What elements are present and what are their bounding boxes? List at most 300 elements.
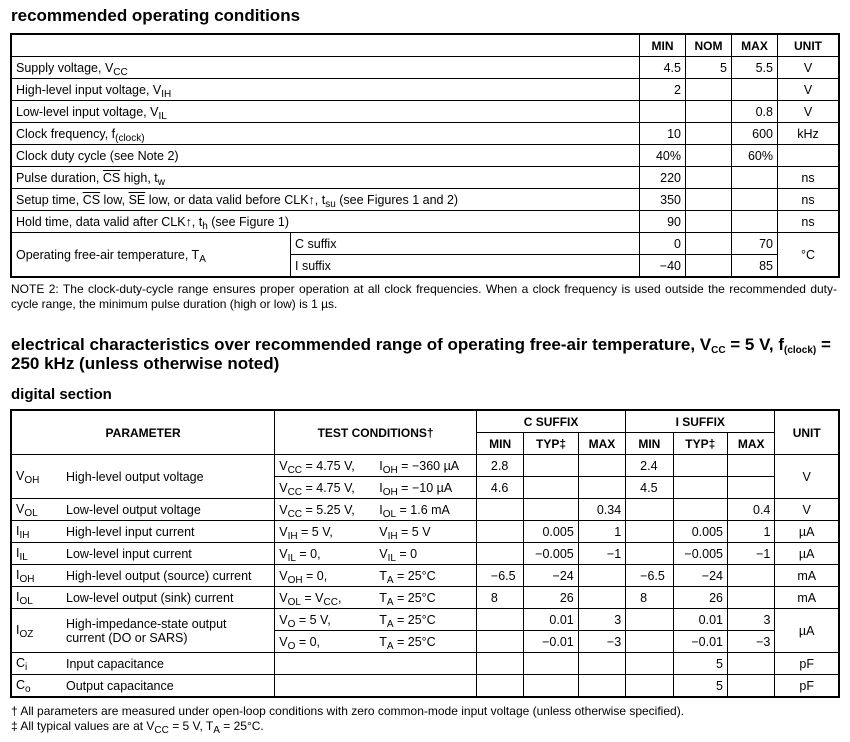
condition-2 [379,480,453,498]
subscript: A [386,640,394,652]
i-max-value [728,565,775,587]
i-min-value [626,653,673,675]
i-max-value: 0.4 [728,499,775,521]
text: = 4.75 V, [302,458,355,473]
text: = 5 V, T [168,719,214,733]
subscript: IH [287,530,298,542]
condition-1 [279,546,379,564]
condition-1 [279,524,379,542]
parameter [11,455,275,499]
subscript: OH [287,574,303,586]
i-typ-value: 0.005 [673,521,727,543]
max-value: 85 [732,255,778,278]
min-value: 350 [640,189,686,211]
c-max-value: 3 [578,609,625,631]
c-typ-value [524,499,578,521]
c-typ-value [524,653,578,675]
unit: µA [775,543,839,565]
c-max-value: 1 [578,521,625,543]
condition-2 [379,590,436,608]
c-min-value [476,653,523,675]
text: V [16,469,25,484]
test-condition [275,631,477,653]
parameter-name: High-level output (source) current [66,568,252,583]
c-min-value [476,631,523,653]
header-typ: TYP‡ [524,433,578,455]
max-value: 5.5 [732,57,778,79]
subscript: O [287,618,296,630]
table-row [11,521,839,543]
nom-value [686,123,732,145]
parameter-name: High-level output voltage [66,469,204,484]
c-min-value [476,675,523,698]
condition-1 [279,502,379,520]
text: Setup time, [16,192,83,207]
symbol [16,502,66,520]
section-title-electrical [11,335,841,373]
text: V [279,502,288,517]
text: V [279,480,288,495]
i-typ-value: −0.005 [673,543,727,565]
c-max-value [578,565,625,587]
section-title-recommended: recommended operating conditions [11,6,301,25]
symbol [16,546,66,564]
unit: ns [778,167,840,189]
table-row [11,167,839,189]
min-value: 4.5 [640,57,686,79]
parameter-label [11,123,640,145]
subscript: A [199,253,206,265]
unit: ns [778,189,840,211]
text: = 4.75 V, [302,480,355,495]
i-max-value [728,587,775,609]
test-condition [275,565,477,587]
note-2: NOTE 2: The clock-duty-cycle range ensures proper operation at all clock frequencies. When a clock frequency is used outside the recommended duty-cycle range, the minimum pulse duration (high or low) is 1 µs. [11,282,837,311]
unit: µA [775,609,839,653]
max-value: 0.8 [732,101,778,123]
test-condition [275,499,477,521]
subscript: IL [19,552,28,564]
i-max-value: −3 [728,631,775,653]
parameter [11,653,275,675]
subscript: IH [161,88,172,100]
subscript: A [386,574,394,586]
condition-2 [379,524,431,542]
unit: °C [778,233,840,278]
max-value [732,79,778,101]
i-min-value: 8 [626,587,673,609]
subscript: IL [158,110,167,122]
text: = −360 µA [397,458,460,473]
test-condition [275,455,477,477]
nom-value [686,79,732,101]
unit: ns [778,211,840,233]
parameter-label [11,57,640,79]
table-row [11,145,839,167]
i-typ-value: 5 [673,675,727,698]
subscript: CC [287,464,303,476]
parameter-label [11,211,640,233]
i-min-value [626,609,673,631]
c-max-value [578,587,625,609]
overline-signal: $\overline{CS}$ [82,192,101,207]
c-max-value [578,675,625,698]
subscript: (clock) [784,345,817,356]
condition-2 [379,502,450,520]
parameter [11,609,275,653]
c-min-value: 4.6 [476,477,523,499]
i-typ-value: −24 [673,565,727,587]
subscript: CC [287,508,303,520]
c-typ-value: −0.005 [524,543,578,565]
subscript: IL [287,552,296,564]
text: = −10 µA [397,480,453,495]
condition-1 [279,480,379,498]
condition-2 [379,568,436,586]
max-value: 600 [732,123,778,145]
parameter-name: Low-level output voltage [66,502,201,517]
c-typ-value: 26 [524,587,578,609]
unit: µA [775,521,839,543]
table-row [11,101,839,123]
min-value: 0 [640,233,686,255]
text: = 5 V [397,524,431,539]
text: = 25°C [393,590,436,605]
text: V [279,634,288,649]
table-row [11,609,839,631]
text: = 25°C [393,568,436,583]
min-value: 2 [640,79,686,101]
subscript: i [25,662,28,674]
symbol [16,568,66,586]
condition-2 [379,612,436,630]
table-row [11,543,839,565]
subscript: A [386,618,394,630]
header-max: MAX [578,433,625,455]
symbol [16,622,66,640]
subscript: IH [387,530,398,542]
unit: kHz [778,123,840,145]
header-c-suffix: C SUFFIX [476,410,625,433]
subscript: CC [154,725,169,736]
min-value: 90 [640,211,686,233]
subscript: OZ [19,628,34,640]
subscript: w [157,176,165,188]
header-blank [11,34,640,57]
header-unit: UNIT [775,410,839,455]
table-row [11,675,839,698]
text: V [279,546,288,561]
text: = 250 kHz (unless otherwise noted) [11,335,831,373]
i-min-value [626,631,673,653]
nom-value [686,255,732,278]
header-typ: TYP‡ [673,433,727,455]
condition-2 [379,546,418,564]
table-row [11,653,839,675]
overline-signal: $\overline{SE}$ [128,192,146,207]
text: Hold time, data valid after CLK↑, t [16,214,203,229]
footnote [11,704,684,719]
i-typ-value: 5 [673,653,727,675]
symbol [16,524,66,542]
i-min-value: 2.4 [626,455,673,477]
c-typ-value [524,455,578,477]
text: = 1.6 mA [396,502,450,517]
subscript: CC [323,596,338,608]
parameter [11,675,275,698]
table-row [11,211,839,233]
i-min-value [626,675,673,698]
text: I [379,458,383,473]
parameter-label [11,79,640,101]
condition-1 [279,590,379,608]
nom-value: 5 [686,57,732,79]
min-value: 220 [640,167,686,189]
subscript: A [213,725,220,736]
header-i-suffix: I SUFFIX [626,410,775,433]
c-max-value: −1 [578,543,625,565]
subscript: OL [382,508,397,520]
table-row [11,499,839,521]
header-row [11,34,839,57]
footnote [11,719,684,734]
c-max-value: −3 [578,631,625,653]
i-typ-value: −0.01 [673,631,727,653]
condition-1 [279,568,379,586]
max-value: 70 [732,233,778,255]
text: = 5.25 V, [302,502,355,517]
suffix-label: C suffix [291,233,640,255]
test-condition [275,587,477,609]
nom-value [686,189,732,211]
subscript: OL [19,596,33,608]
text: C [16,678,26,693]
subscript: CC [711,345,726,356]
i-min-value [626,521,673,543]
test-condition [275,477,477,499]
parameter-label [11,145,640,167]
text: V [279,458,288,473]
unit: pF [775,653,839,675]
text: = 0, [295,634,321,649]
symbol [16,678,66,696]
parameter [11,499,275,521]
test-condition [275,675,477,698]
c-typ-value: −0.01 [524,631,578,653]
unit: V [778,79,840,101]
nom-value [686,211,732,233]
c-min-value [476,543,523,565]
text: V [279,590,288,605]
c-typ-value [524,477,578,499]
nom-value [686,167,732,189]
subscript: su [325,198,336,210]
header-min: MIN [640,34,686,57]
max-value [732,189,778,211]
text: low, [100,192,129,207]
text: Supply voltage, V [16,60,114,75]
parameter-label [11,167,640,189]
text: = 0, [302,568,328,583]
test-condition [275,521,477,543]
text: Pulse duration, [16,170,103,185]
text: , [337,590,342,605]
overline-signal: $\overline{CS}$ [102,170,121,185]
header-unit: UNIT [778,34,840,57]
i-max-value: 1 [728,521,775,543]
table-row [11,189,839,211]
c-min-value [476,609,523,631]
i-typ-value: 0.01 [673,609,727,631]
test-condition [275,653,477,675]
text: I [16,590,20,605]
electrical-characteristics-table [10,409,840,698]
i-min-value: −6.5 [626,565,673,587]
i-max-value [728,675,775,698]
max-value [732,167,778,189]
i-max-value: −1 [728,543,775,565]
unit: V [778,101,840,123]
text: † All parameters are measured under open-loop conditions with zero common-mode input voltage (unless otherwise specified). [11,704,685,718]
parameter [11,521,275,543]
text: High-level input voltage, V [16,82,162,97]
subscript: A [386,596,394,608]
min-value: 40% [640,145,686,167]
parameter-label [11,189,640,211]
header-nom: NOM [686,34,732,57]
text: Clock frequency, f [16,126,116,141]
parameter [11,587,275,609]
c-min-value [476,499,523,521]
max-value: 60% [732,145,778,167]
header-row [11,410,839,433]
text: = 0 [395,546,418,561]
parameter [11,543,275,565]
table-row [11,565,839,587]
min-value [640,101,686,123]
text: electrical characteristics over recommended range of operating free-air temperature, V [11,335,712,354]
text: T [379,612,387,627]
parameter-name: Input capacitance [66,656,164,671]
text: V [279,524,288,539]
header-parameter: PARAMETER [11,410,275,455]
parameter-name: Low-level input current [66,546,192,561]
subscript: (clock) [115,132,145,144]
parameter-name: Low-level output (sink) current [66,590,234,605]
text: ‡ All typical values are at V [11,719,155,733]
unit: pF [775,675,839,698]
c-max-value: 0.34 [578,499,625,521]
c-max-value [578,653,625,675]
i-min-value [626,543,673,565]
header-max: MAX [732,34,778,57]
text: I [16,622,20,637]
c-max-value [578,455,625,477]
text: = 5 V, f [725,335,784,354]
c-typ-value: 0.005 [524,521,578,543]
i-max-value [728,653,775,675]
parameter-name: Output capacitance [66,678,174,693]
subscript: O [287,640,296,652]
c-typ-value: −24 [524,565,578,587]
subscript: IL [387,552,396,564]
subscript: CC [287,486,303,498]
table-row [11,233,839,255]
unit: V [775,455,839,499]
footnotes [11,704,684,734]
subscript: OH [382,464,398,476]
nom-value [686,101,732,123]
symbol [16,656,66,674]
text: = 0, [295,546,321,561]
parameter-label [11,233,291,278]
header-min: MIN [626,433,673,455]
i-max-value: 3 [728,609,775,631]
condition-1 [279,634,379,652]
parameter-name: High-impedance-state output current (DO or SARS) [66,616,227,645]
table-row [11,57,839,79]
min-value: 10 [640,123,686,145]
i-min-value: 4.5 [626,477,673,499]
subscript: OH [24,475,40,487]
text: I [16,524,20,539]
text: = 25°C [393,612,436,627]
table-row [11,123,839,145]
subscript: o [25,684,31,696]
i-max-value [728,455,775,477]
text: C [16,656,26,671]
text: T [379,634,387,649]
text: = 25°C [393,634,436,649]
i-typ-value [673,499,727,521]
text: (see Figures 1 and 2) [335,192,459,207]
max-value [732,211,778,233]
subsection-title: digital section [11,386,112,403]
suffix-label: I suffix [291,255,640,278]
text: = 5 V, [297,524,333,539]
text: V [379,524,388,539]
i-min-value [626,499,673,521]
i-typ-value [673,455,727,477]
text: Clock duty cycle (see Note 2) [16,148,179,163]
c-min-value [476,521,523,543]
i-typ-value: 26 [673,587,727,609]
subscript: CC [113,66,128,78]
i-max-value [728,477,775,499]
unit: V [775,499,839,521]
text: = 5 V, [295,612,331,627]
text: low, or data valid before CLK↑, t [145,192,326,207]
text: V [279,568,288,583]
table-row [11,587,839,609]
unit: mA [775,565,839,587]
test-condition [275,609,477,631]
text: Low-level input voltage, V [16,104,159,119]
subscript: OH [19,574,35,586]
nom-value [686,145,732,167]
recommended-conditions-table [10,33,840,278]
table-row [11,455,839,477]
text: T [379,568,387,583]
table-row [11,79,839,101]
text: high, t [120,170,158,185]
text: I [16,568,20,583]
i-typ-value [673,477,727,499]
condition-2 [379,634,436,652]
header-test-conditions: TEST CONDITIONS† [275,410,477,455]
unit: V [778,57,840,79]
symbol [16,469,66,487]
